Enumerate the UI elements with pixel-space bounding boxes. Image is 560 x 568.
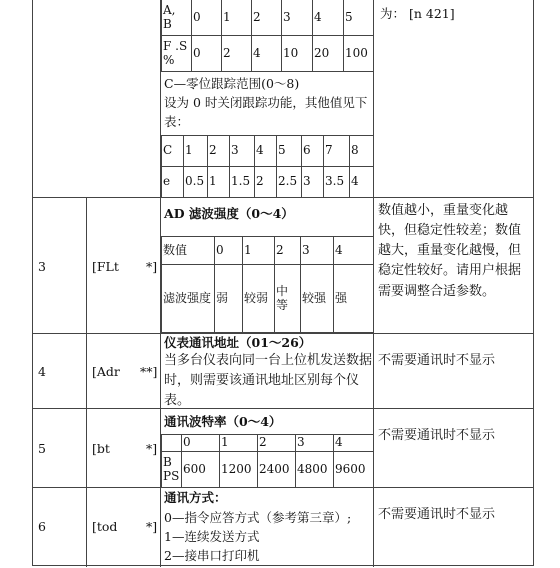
- baud-head-cell: 1: [220, 435, 258, 452]
- filter-body-cell: 较强: [301, 265, 334, 333]
- cont-cell: 1: [222, 0, 252, 36]
- param-mark: *]: [146, 259, 158, 274]
- filter-body-cell: 中等: [275, 265, 301, 333]
- cont-cell: 4: [313, 0, 344, 36]
- param-mark: *]: [146, 441, 158, 456]
- baud-head-cell: [162, 435, 182, 452]
- cont-cell: 2: [222, 36, 252, 72]
- c-cell: 7: [324, 136, 350, 167]
- c-cell: 1: [184, 136, 208, 167]
- row-number: 4: [38, 364, 46, 379]
- mode-line: 2—接串口打印机: [164, 548, 260, 563]
- cont-cell: 2: [252, 0, 282, 36]
- baud-body-cell: 2400: [258, 452, 296, 488]
- cont-cell: 4: [252, 36, 282, 72]
- baud-body-cell: 4800: [296, 452, 334, 488]
- filter-body-row: [162, 265, 374, 333]
- cont-cell: 100: [344, 36, 374, 72]
- filter-body-cell: 较弱: [243, 265, 275, 333]
- c-cell: C: [162, 136, 184, 167]
- row-divider-4: [32, 333, 534, 334]
- baud-head-cell: 2: [258, 435, 296, 452]
- baud-table: [161, 434, 374, 488]
- e-row: [162, 167, 374, 198]
- c-cell: 8: [350, 136, 374, 167]
- section-title: 通讯方式：: [164, 490, 227, 505]
- filter-body-cell: 滤波强度: [162, 265, 215, 333]
- cont-cell: 3: [282, 0, 313, 36]
- e-cell: 2: [255, 167, 277, 198]
- row-note: 不需要通讯时不显示: [378, 353, 496, 368]
- cont-cell: 5: [344, 0, 374, 36]
- c-description: 设为 0 时关闭跟踪功能，其他值见下表：: [164, 95, 368, 130]
- filter-head-cell: 2: [275, 237, 301, 265]
- row-number: 3: [38, 259, 46, 274]
- cont-label-fs: F .S %: [162, 36, 192, 72]
- e-cell: 0.5: [184, 167, 208, 198]
- row-note: 不需要通讯时不显示: [378, 507, 496, 522]
- cont-cell: 10: [282, 36, 313, 72]
- c-heading: C—零位跟踪范围(0～8): [164, 76, 300, 91]
- cont-row-ab: [162, 0, 374, 36]
- c-cell: 3: [230, 136, 255, 167]
- c-table: [161, 135, 374, 198]
- baud-head-cell: 3: [296, 435, 334, 452]
- top-note: 为： [n 421]: [380, 6, 455, 21]
- mode-line: 1—连续发送方式: [164, 529, 260, 544]
- section-title: 通讯波特率（0～4）: [164, 414, 282, 429]
- filter-head-cell: 4: [334, 237, 374, 265]
- filter-head-cell: 1: [243, 237, 275, 265]
- filter-head-cell: 数值: [162, 237, 215, 265]
- e-cell: e: [162, 167, 184, 198]
- param-code: [92, 259, 119, 274]
- cont-label-ab: A, B: [162, 0, 192, 36]
- c-cell: 4: [255, 136, 277, 167]
- param-code-text: [FLt: [92, 259, 119, 274]
- row-number: 5: [38, 441, 46, 456]
- row-number: 6: [38, 519, 46, 534]
- baud-body-cell: 1200: [220, 452, 258, 488]
- row-note: 数值越小，重量变化越快，但稳定性较差；数值越大，重量变化越慢，但稳定性较好。请用户根据需要调整合适参数。: [378, 203, 522, 299]
- baud-head-cell: 4: [334, 435, 374, 452]
- baud-body-cell: 9600: [334, 452, 374, 488]
- filter-body-cell: 强: [334, 265, 374, 333]
- c-row: [162, 136, 374, 167]
- e-cell: 1: [208, 167, 230, 198]
- mode-line: 0—指令应答方式（参考第三章）;: [164, 510, 352, 525]
- e-cell: 2.5: [277, 167, 302, 198]
- param-code: [tod: [92, 519, 118, 534]
- section-desc: 当多台仪表向同一台上位机发送数据时，则需要该通讯地址区别每个仪表。: [164, 353, 373, 409]
- cont-cell: 0: [192, 36, 222, 72]
- filter-body-cell: 弱: [215, 265, 243, 333]
- baud-body-cell: 600: [182, 452, 220, 488]
- cont-row-fs: [162, 36, 374, 72]
- c-cell: 6: [302, 136, 324, 167]
- filter-table: [161, 236, 374, 333]
- param-code: [bt: [92, 441, 110, 456]
- baud-head-cell: 0: [182, 435, 220, 452]
- row-note: 不需要通讯时不显示: [378, 428, 496, 443]
- param-code: [Adr: [92, 364, 120, 379]
- e-cell: 4: [350, 167, 374, 198]
- cont-cell: 0: [192, 0, 222, 36]
- col-divider-num: [86, 197, 87, 567]
- cont-table: [161, 0, 374, 72]
- filter-head-cell: 3: [301, 237, 334, 265]
- baud-label: B PS: [162, 452, 182, 488]
- param-mark: *]: [146, 519, 158, 534]
- baud-head-row: [162, 435, 374, 452]
- param-mark: **]: [140, 364, 158, 379]
- cont-cell: 20: [313, 36, 344, 72]
- section-title: 仪表通讯地址（01～26）: [164, 335, 312, 350]
- e-cell: 1.5: [230, 167, 255, 198]
- e-cell: 3.5: [324, 167, 350, 198]
- c-cell: 2: [208, 136, 230, 167]
- section-title: AD 滤波强度（0～4）: [164, 206, 294, 221]
- baud-body-row: [162, 452, 374, 488]
- c-cell: 5: [277, 136, 302, 167]
- filter-head-cell: 0: [215, 237, 243, 265]
- filter-head-row: [162, 237, 374, 265]
- e-cell: 3: [302, 167, 324, 198]
